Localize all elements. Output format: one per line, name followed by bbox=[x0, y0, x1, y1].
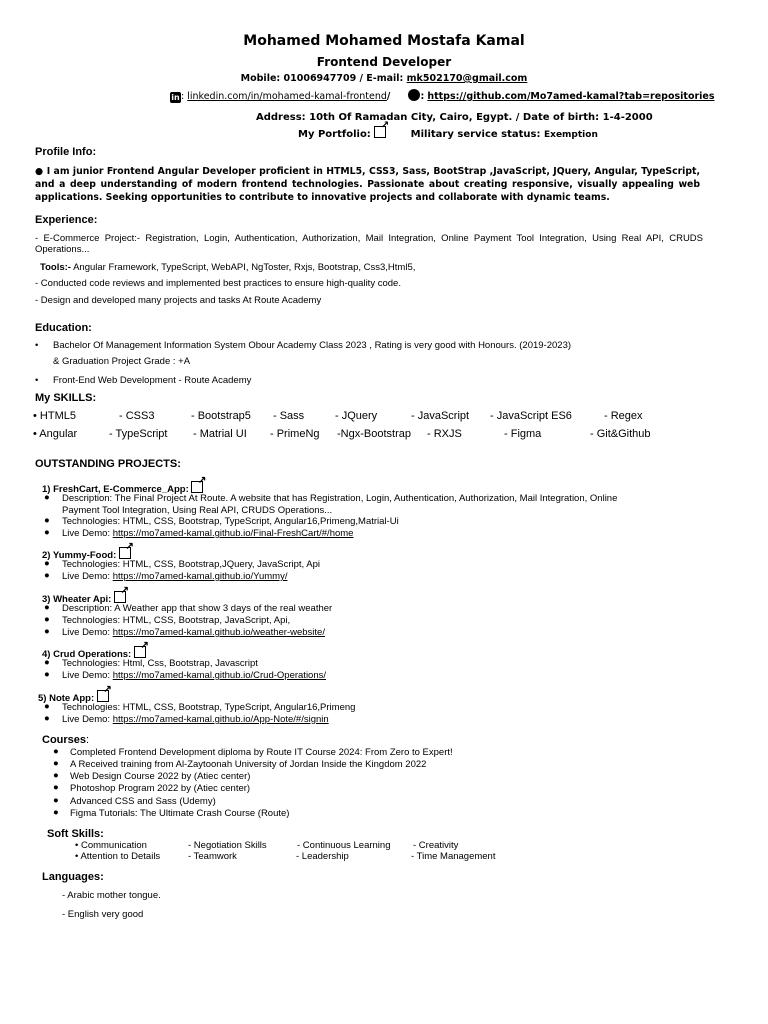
soft-skill-item: - Negotiation Skills bbox=[188, 840, 267, 851]
soft-skill-item: - Leadership bbox=[296, 851, 349, 862]
external-link-icon[interactable] bbox=[134, 646, 146, 658]
skill-item: - CSS3 bbox=[119, 410, 155, 422]
project-1-description-cont: Payment Tool Integration, Using Real API, CRUDS Operations... bbox=[62, 505, 333, 516]
project-1-title-text: 1) FreshCart, E-Commerce_App: bbox=[42, 484, 189, 495]
language-item: - Arabic mother tongue. bbox=[62, 890, 161, 901]
education-item-2: Front-End Web Development - Route Academy bbox=[53, 375, 252, 386]
linkedin-icon[interactable]: in bbox=[171, 93, 180, 102]
bullet: ● bbox=[44, 669, 50, 680]
skill-item: - JavaScript bbox=[411, 410, 470, 422]
bullet: ● bbox=[44, 614, 50, 625]
course-item: Web Design Course 2022 by (Atiec center) bbox=[70, 771, 251, 782]
profile-heading: Profile Info: bbox=[35, 146, 97, 158]
bullet: ● bbox=[44, 527, 50, 538]
project-4-technologies: Technologies: Html, Css, Bootstrap, Javascript bbox=[62, 658, 258, 669]
external-link-icon[interactable] bbox=[374, 126, 386, 138]
project-4-demo bbox=[62, 670, 326, 681]
project-3-technologies: Technologies: HTML, CSS, Bootstrap, JavaScript, Api, bbox=[62, 615, 291, 626]
external-link-icon[interactable] bbox=[97, 690, 109, 702]
skill-item: - Regex bbox=[604, 410, 643, 422]
profile-paragraph: I am junior Frontend Angular Developer proficient in HTML5, CSS3, Sass, BootStrap ,JavaScript, JQuery, Angular, TypeScript, and a deep understanding of modern frontend technologies. Passionate about creating responsive, visually appealing web applications. Seeking opportunities to contribute to innovative projects and collaborate with dynamic teams. bbox=[35, 166, 700, 203]
soft-skill-item: • Attention to Details bbox=[75, 851, 161, 862]
courses-heading bbox=[42, 734, 89, 746]
bullet: ● bbox=[44, 515, 50, 526]
contact-line bbox=[0, 73, 768, 84]
experience-heading: Experience: bbox=[35, 214, 98, 226]
external-link-icon[interactable] bbox=[191, 481, 203, 493]
bullet: ● bbox=[44, 492, 50, 503]
soft-skill-item: - Creativity bbox=[413, 840, 459, 851]
skill-item: - JavaScript ES6 bbox=[490, 410, 572, 422]
demo-label: Live Demo: bbox=[62, 670, 113, 681]
skill-item: - JQuery bbox=[335, 410, 378, 422]
experience-item-reviews: - Conducted code reviews and implemented best practices to ensure high-quality code. bbox=[35, 278, 401, 289]
skill-item: - Bootstrap5 bbox=[191, 410, 251, 422]
bullet: ● bbox=[53, 807, 59, 818]
project-5-title-text: 5) Note App: bbox=[38, 693, 95, 704]
projects-heading: OUTSTANDING PROJECTS: bbox=[35, 458, 181, 470]
profile-links bbox=[170, 89, 715, 103]
education-heading: Education: bbox=[35, 322, 92, 334]
project-5-demo bbox=[62, 714, 329, 725]
languages-heading: Languages: bbox=[42, 871, 104, 883]
candidate-name: Mohamed Mohamed Mostafa Kamal bbox=[243, 33, 525, 49]
github-link[interactable]: https://github.com/Mo7amed-kamal?tab=repositories bbox=[427, 91, 715, 102]
demo-label: Live Demo: bbox=[62, 571, 113, 582]
linkedin-link[interactable]: linkedin.com/in/mohamed-kamal-frontend bbox=[187, 91, 387, 102]
course-item: Advanced CSS and Sass (Udemy) bbox=[70, 796, 216, 807]
skill-item: -Ngx-Bootstrap bbox=[337, 428, 411, 440]
experience-item-ecommerce: - E-Commerce Project:- Registration, Login, Authentication, Authorization, Mail Integration, Online Payment Tool Integration, Using Real API, CRUDS Operations... bbox=[35, 233, 703, 255]
bullet: ● bbox=[53, 770, 59, 781]
experience-item-route: - Design and developed many projects and tasks At Route Academy bbox=[35, 295, 322, 306]
project-1-demo bbox=[62, 528, 353, 539]
skill-item: - TypeScript bbox=[109, 428, 168, 440]
skill-item: - Figma bbox=[504, 428, 542, 440]
bullet: ● bbox=[44, 602, 50, 613]
bullet: ● bbox=[44, 558, 50, 569]
project-2-demo bbox=[62, 571, 287, 582]
project-2-technologies: Technologies: HTML, CSS, Bootstrap,JQuery, JavaScript, Api bbox=[62, 559, 321, 570]
skill-item: - PrimeNg bbox=[270, 428, 320, 440]
education-bullet-1: • bbox=[35, 340, 39, 351]
project-1-technologies: Technologies: HTML, CSS, Bootstrap, TypeScript, Angular16,Primeng,Matrial-Ui bbox=[62, 516, 399, 527]
links-separator: / bbox=[386, 91, 391, 102]
education-bullet-2: • bbox=[35, 375, 39, 386]
job-title: Frontend Developer bbox=[316, 55, 452, 69]
profile-text: ● I am junior Frontend Angular Developer proficient in HTML5, CSS3, Sass, BootStrap ,JavaScript, JQuery, Angular, TypeScript, and a deep understanding of modern frontend technologies. Passionate about creating responsive, visually appealing web applications. Seeking opportunities to contribute to innovative projects and collaborate with dynamic teams. bbox=[35, 166, 700, 203]
email-link[interactable]: mk502170@gmail.com bbox=[406, 73, 528, 84]
skill-item: - Sass bbox=[273, 410, 305, 422]
skill-item: - RXJS bbox=[427, 428, 462, 440]
bullet: ● bbox=[53, 795, 59, 806]
bullet: ● bbox=[44, 570, 50, 581]
soft-skill-item: - Continuous Learning bbox=[297, 840, 391, 851]
bullet: ● bbox=[44, 713, 50, 724]
project-5-demo-link[interactable]: https://mo7amed-kamal.github.io/App-Note/#/signin bbox=[112, 714, 329, 725]
mobile-email-label: Mobile: 01006947709 / E-mail: bbox=[240, 73, 407, 84]
soft-skills-heading: Soft Skills: bbox=[47, 828, 104, 840]
experience-tools bbox=[40, 262, 415, 273]
soft-skill-item: - Time Management bbox=[411, 851, 496, 862]
tools-value: Angular Framework, TypeScript, WebAPI, NgToster, Rxjs, Bootstrap, Css3,Html5, bbox=[70, 262, 416, 273]
project-3-description: Description: A Weather app that show 3 days of the real weather bbox=[62, 603, 333, 614]
bullet: ● bbox=[44, 626, 50, 637]
project-2-demo-link[interactable]: https://mo7amed-kamal.github.io/Yummy/ bbox=[112, 571, 288, 582]
tools-label: Tools:- bbox=[40, 262, 71, 273]
courses-colon: : bbox=[86, 734, 90, 746]
linkedin-prefix: : bbox=[181, 91, 185, 102]
demo-label: Live Demo: bbox=[62, 714, 113, 725]
education-item-1: Bachelor Of Management Information System Obour Academy Class 2023 , Rating is very good with Honours. (2019-2023) bbox=[53, 340, 572, 351]
language-item: - English very good bbox=[62, 909, 144, 920]
project-3-demo bbox=[62, 627, 325, 638]
github-icon[interactable] bbox=[408, 89, 420, 101]
course-item: Figma Tutorials: The Ultimate Crash Course (Route) bbox=[70, 808, 290, 819]
course-item: A Received training from Al-Zaytoonah University of Jordan Inside the Kingdom 2022 bbox=[70, 759, 427, 770]
address-line: Address: 10th Of Ramadan City, Cairo, Egypt. / Date of birth: 1-4-2000 bbox=[256, 112, 653, 123]
project-3-title-text: 3) Wheater Api: bbox=[42, 594, 112, 605]
project-1-demo-link[interactable]: https://mo7amed-kamal.github.io/Final-FreshCart/#/home bbox=[112, 528, 354, 539]
bullet: ● bbox=[44, 657, 50, 668]
demo-label: Live Demo: bbox=[62, 627, 113, 638]
course-item: Photoshop Program 2022 by (Atiec center) bbox=[70, 783, 251, 794]
skill-item: • HTML5 bbox=[33, 410, 76, 422]
project-3-demo-link[interactable]: https://mo7amed-kamal.github.io/weather-website/ bbox=[112, 627, 325, 638]
military-label: Military service status: bbox=[410, 129, 541, 140]
skill-item: - Matrial UI bbox=[193, 428, 247, 440]
course-item: Completed Frontend Development diploma by Route IT Course 2024: From Zero to Expert! bbox=[70, 747, 453, 758]
bullet: ● bbox=[53, 746, 59, 757]
skill-item: • Angular bbox=[33, 428, 78, 440]
project-1-description: Description: The Final Project At Route. A website that has Registration, Login, Authentication, Authorization, Mail Integration, Online bbox=[62, 493, 618, 504]
project-4-demo-link[interactable]: https://mo7amed-kamal.github.io/Crud-Operations/ bbox=[112, 670, 327, 681]
soft-skill-item: - Teamwork bbox=[188, 851, 237, 862]
education-item-1-grade: & Graduation Project Grade : +A bbox=[53, 356, 191, 367]
soft-skill-item: • Communication bbox=[75, 840, 147, 851]
project-5-technologies: Technologies: HTML, CSS, Bootstrap, TypeScript, Angular16,Primeng bbox=[62, 702, 356, 713]
military-value: Exemption bbox=[544, 130, 598, 140]
project-4-title-text: 4) Crud Operations: bbox=[42, 649, 132, 660]
external-link-icon[interactable] bbox=[114, 591, 126, 603]
courses-heading-text: Courses bbox=[42, 734, 87, 746]
project-2-title-text: 2) Yummy-Food: bbox=[42, 550, 117, 561]
bullet: ● bbox=[44, 701, 50, 712]
demo-label: Live Demo: bbox=[62, 528, 113, 539]
portfolio-line bbox=[298, 126, 598, 140]
bullet: ● bbox=[53, 782, 59, 793]
external-link-icon[interactable] bbox=[119, 547, 131, 559]
skills-heading: My SKILLS: bbox=[35, 392, 97, 404]
portfolio-label: My Portfolio: bbox=[298, 129, 371, 140]
bullet: ● bbox=[53, 758, 59, 769]
skill-item: - Git&Github bbox=[590, 428, 651, 440]
github-prefix: : bbox=[420, 91, 425, 102]
